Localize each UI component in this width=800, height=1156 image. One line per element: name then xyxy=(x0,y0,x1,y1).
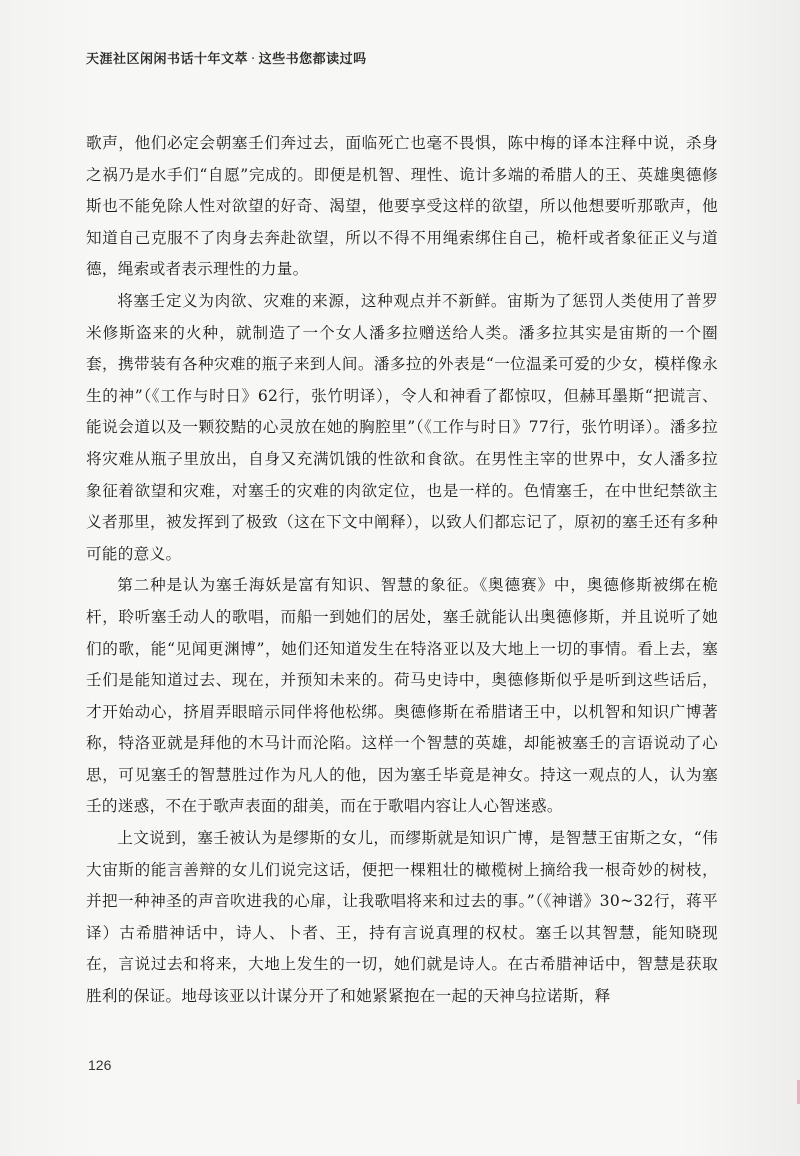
page-number: 126 xyxy=(88,1057,112,1073)
volume-title: 这些书您都读过吗 xyxy=(258,52,367,67)
paragraph: 将塞壬定义为肉欲、灾难的来源，这种观点并不新鲜。宙斯为了惩罚人类使用了普罗米修斯盗来的火种，就制造了一个女人潘多拉赠送给人类。潘多拉其实是宙斯的一个圈套，携带装有各种灾难的瓶子来到人间。潘多拉的外表是“一位温柔可爱的少女，模样像永生的神”（《工作与时日》62行，张竹明译），令人和神看了都惊叹，但赫耳墨斯“把谎言、能说会道以及一颗狡黠的心灵放在她的胸腔里”（《工作与时日》77行，张竹明译）。潘多拉将灾难从瓶子里放出，自身又充满饥饿的性欲和食欲。在男性主宰的世界中，女人潘多拉象征着欲望和灾难，对塞壬的灾难的肉欲定位，也是一样的。色情塞壬，在中世纪禁欲主义者那里，被发挥到了极致（这在下文中阐释），以致人们都忘记了，原初的塞壬还有多种可能的意义。 xyxy=(86,291,718,563)
body-text xyxy=(86,128,718,1013)
paragraph: 上文说到，塞壬被认为是缪斯的女儿，而缪斯就是知识广博，是智慧王宙斯之女，“伟大宙斯的能言善辩的女儿们说完这话，便把一棵粗壮的橄榄树上摘给我一根奇妙的树枝，并把一种神圣的声音吹进我的心扉，让我歌唱将来和过去的事。”（《神谱》30~32行，蒋平译）古希腊神话中，诗人、卜者、王，持有言说真理的权杖。塞壬以其智慧，能知晓现在，言说过去和将来，大地上发生的一切，她们就是诗人。在古希腊神话中，智慧是获取胜利的保证。地母该亚以计谋分开了和她紧紧抱在一起的天神乌拉诺斯，释 xyxy=(86,829,718,1006)
paragraph: 歌声，他们必定会朝塞壬们奔过去，面临死亡也毫不畏惧，陈中梅的译本注释中说，杀身之祸乃是水手们“自愿”完成的。即便是机智、理性、诡计多端的希腊人的王、英雄奥德修斯也不能免除人性对欲望的好奇、渴望，他要享受这样的欲望，所以他想要听那歌声，他知道自己克服不了肉身去奔赴欲望，所以不得不用绳索绑住自己，桅杆或者象征正义与道德，绳索或者表示理性的力量。 xyxy=(86,134,718,279)
paragraph: 第二种是认为塞壬海妖是富有知识、智慧的象征。《奥德赛》中，奥德修斯被绑在桅杆，聆听塞壬动人的歌唱，而船一到她们的居处，塞壬就能认出奥德修斯，并且说听了她们的歌，能“见闻更渊博”，她们还知道发生在特洛亚以及大地上一切的事情。看上去，塞壬们是能知道过去、现在，并预知未来的。荷马史诗中，奥德修斯似乎是听到这些话后，才开始动心，挤眉弄眼暗示同伴将他松绑。奥德修斯在希腊诸王中，以机智和知识广博著称，特洛亚就是拜他的木马计而沦陷。这样一个智慧的英雄，却能被塞壬的言语说动了心思，可见塞壬的智慧胜过作为凡人的他，因为塞壬毕竟是神女。持这一观点的人，认为塞壬的迷惑，不在于歌声表面的甜美，而在于歌唱内容让人心智迷惑。 xyxy=(86,576,718,816)
book-title: 天涯社区闲闲书话十年文萃 xyxy=(86,52,249,67)
header-separator: · xyxy=(251,52,256,67)
running-header xyxy=(86,48,367,67)
